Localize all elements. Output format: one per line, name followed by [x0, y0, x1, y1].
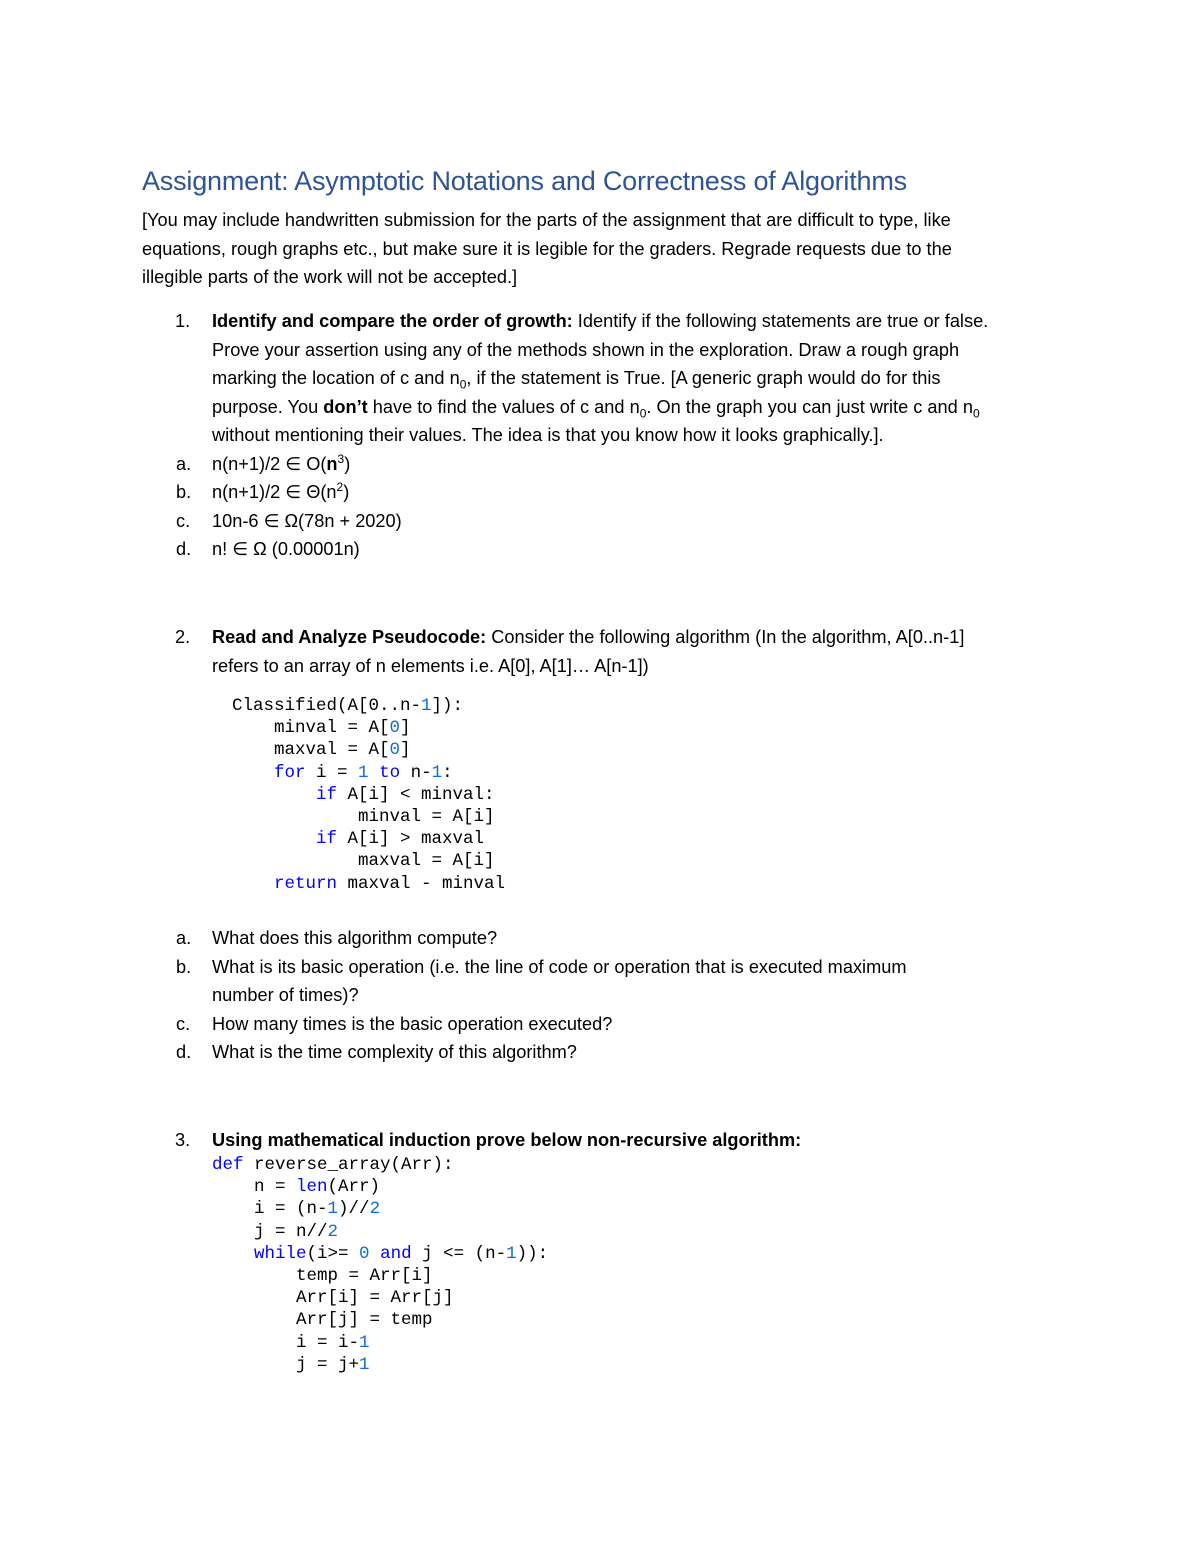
question-2 [142, 623, 1062, 680]
question-heading: Identify and compare the order of growth: [212, 311, 573, 331]
question-2-subitems [142, 924, 1062, 1067]
question-heading: Read and Analyze Pseudocode: [212, 627, 487, 647]
intro-line: equations, rough graphs etc., but make sure it is legible for the graders. Regrade requests due to the [142, 238, 952, 259]
list-item: d. n! ∈ Ω (0.00001n) [176, 539, 360, 559]
question-number: 3. [175, 1130, 191, 1150]
question-3 [142, 1126, 1062, 1155]
list-item: c. How many times is the basic operation executed? [176, 1013, 613, 1034]
question-1 [142, 307, 1062, 564]
question-text: Identify and compare the order of growth: Identify if the following statements are true or false. Prove your assertion using any of the methods shown in the exploration. Draw a rough graph marking the location of c and $n_0$, if the statement is True. [A generic graph would do for this purpose. You don’t have to find the values of c and $n_0$. On the graph you can just write c and $n_0$ without mentioning their values. The idea is that you know how it looks graphically.]. [212, 311, 989, 445]
code-block: def reverse_array(Arr): n = len(Arr) i = (n-1)//2 j = n//2 while(i>= 0 and j <= (n-1)): temp = Arr[i] Arr[i] = Arr[j] Arr[j] = temp i = i-1 j = j+1 [212, 1155, 549, 1375]
intro-paragraph [142, 206, 1062, 292]
question-heading: Using mathematical induction prove below non-recursive algorithm: [212, 1130, 802, 1150]
list-item: a. n(n+1)/2 ∈ $O(n^3)$ [176, 451, 351, 474]
list-item: a. What does this algorithm compute? [176, 928, 498, 948]
list-item: d. What is the time complexity of this algorithm? [176, 1042, 577, 1062]
intro-line: illegible parts of the work will not be accepted.] [142, 267, 518, 287]
list-item: number of times)? [212, 985, 359, 1005]
question-number: 2. [175, 627, 191, 647]
pseudocode-block: Classified(A[0..n-1]): minval = A[0] maxval = A[0] for i = 1 to n-1: if A[i] < minval: minval = A[i] if A[i] > maxval maxval = A[i] return maxval - minval [232, 696, 506, 894]
list-item: c. 10n-6 ∈ Ω(78n + 2020) [176, 510, 402, 531]
page-title: Assignment: Asymptotic Notations and Correctness of Algorithms [142, 166, 907, 196]
question-text: Read and Analyze Pseudocode: Consider the following algorithm (In the algorithm, A[0..n-1] refers to an array of n elements i.e. A[0], A[1]… A[n-1]) [212, 627, 965, 676]
list-item: b. What is its basic operation (i.e. the line of code or operation that is executed maximum [176, 956, 907, 977]
list-item: b. n(n+1)/2 ∈ $\Theta(n^2)$ [176, 479, 350, 502]
intro-line: [You may include handwritten submission for the parts of the assignment that are difficult to type, like [142, 210, 951, 230]
question-number: 1. [175, 311, 191, 331]
question-text [212, 1126, 1062, 1155]
